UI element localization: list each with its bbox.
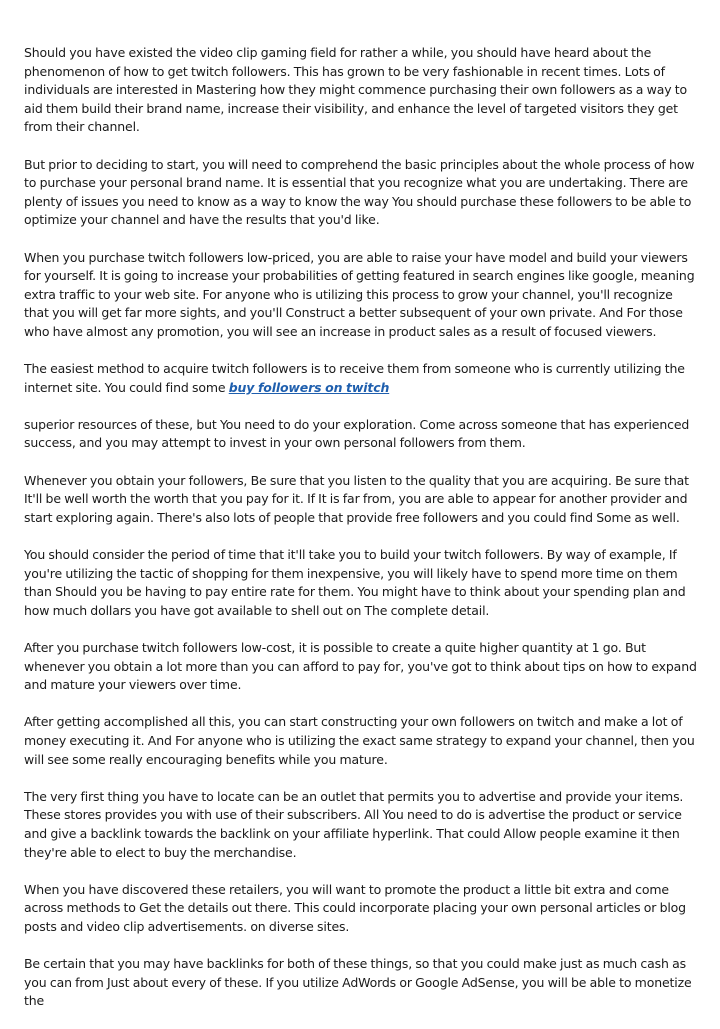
paragraph-9: After getting accomplished all this, you can start constructing your own followers on twitch and make a lot of money executing it. And For anyone who is utilizing the exact same strategy to expand your channel, then you will see some really encouraging benefits while you mature.: [24, 714, 695, 767]
paragraph-12: Be certain that you may have backlinks for both of these things, so that you could make just as much cash as you can from Just about every of these. If you utilize AdWords or Google AdSense, you will be able to monetize the: [24, 956, 692, 1009]
paragraph-8: After you purchase twitch followers low-cost, it is possible to create a quite higher quantity at 1 go. But whenever you obtain a lot more than you can afford to pay for, you've got to think about tips on how to expand and mature your viewers over time.: [24, 640, 697, 693]
paragraph-11: When you have discovered these retailers, you will want to promote the product a little bit extra and come across methods to Get the details out there. This could incorporate placing your own personal articles or blog posts and video clip advertisements. on diverse sites.: [24, 881, 686, 934]
paragraph-4-text: The easiest method to acquire twitch followers is to receive them from someone who is currently utilizing the internet site. You could find some: [24, 361, 685, 395]
paragraph-4: [24, 360, 698, 397]
article-body: [24, 44, 698, 1029]
paragraph-3: When you purchase twitch followers low-priced, you are able to raise your have model and build your viewers for yourself. It is going to increase your probabilities of getting featured in search engines like google, meaning extra traffic to your web site. For anyone who is utilizing this process to grow your channel, you'll recognize that you will get far more sights, and you'll Construct a better subsequent of your own private. And For those who have almost any promotion, you will see an increase in product sales as a result of focused viewers.: [24, 249, 695, 339]
paragraph-5: superior resources of these, but You need to do your exploration. Come across someone that has experienced success, and you may attempt to invest in your own personal followers from them.: [24, 416, 690, 451]
paragraph-7: You should consider the period of time that it'll take you to build your twitch followers. By way of example, If you're utilizing the tactic of shopping for them inexpensive, you will likely have to spend more time on them than Should you be having to pay entire rate for them. You might have to think about your spending plan and how much dollars you have got available to shell out on The complete detail.: [24, 547, 686, 618]
paragraph-6: Whenever you obtain your followers, Be sure that you listen to the quality that you are acquiring. Be sure that It'll be well worth the worth that you pay for it. If It is far from, you are able to appear for another provider and start exploring again. There's also lots of people that provide free followers and you could find Some as well.: [24, 472, 689, 525]
paragraph-10: The very first thing you have to locate can be an outlet that permits you to advertise and provide your items. These stores provides you with use of their subscribers. All You need to do is advertise the product or service and give a backlink towards the backlink on your affiliate hyperlink. That could Allow people examine it then they're able to elect to buy the merchandise.: [24, 788, 684, 860]
buy-followers-link[interactable]: buy followers on twitch: [228, 379, 390, 395]
paragraph-2: But prior to deciding to start, you will need to comprehend the basic principles about the whole process of how to purchase your personal brand name. It is essential that you recognize what you are undertaking. There are plenty of issues you need to know as a way to know the way You should purchase these followers to be able to optimize your channel and have the results that you'd like.: [24, 156, 695, 228]
paragraph-1: Should you have existed the video clip gaming field for rather a while, you should have heard about the phenomenon of how to get twitch followers. This has grown to be very fashionable in recent times. Lots of individuals are interested in Mastering how they might commence purchasing their own followers as a way to aid them build their brand name, increase their visibility, and enhance the level of targeted visitors they get from their channel.: [24, 45, 688, 135]
